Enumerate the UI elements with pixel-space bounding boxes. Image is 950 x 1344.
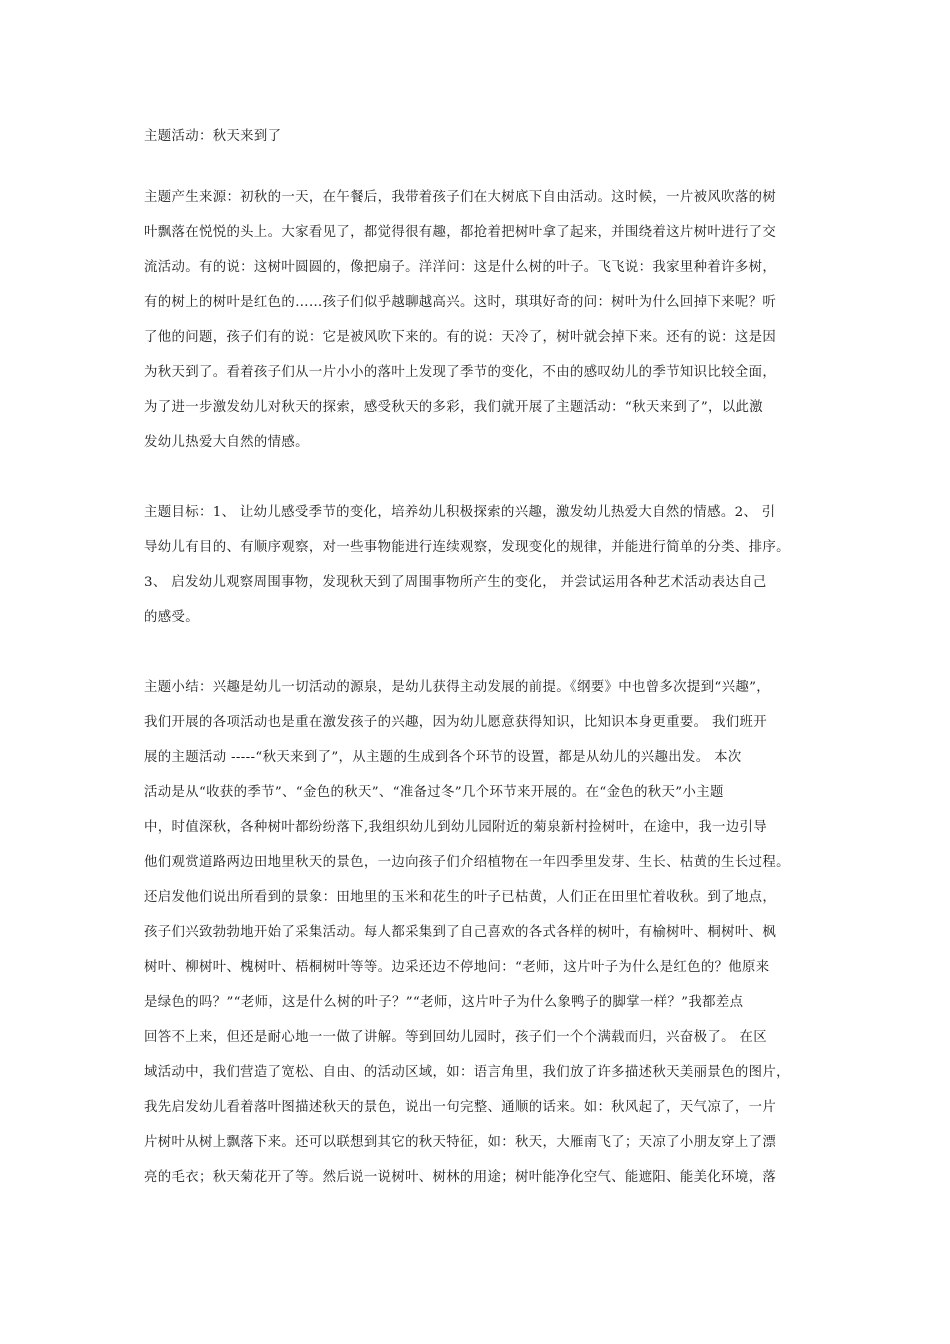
paragraph-line: 3、 启发幼儿观察周围事物，发现秋天到了周围事物所产生的变化， 并尝试运用各种艺术活动表达自己 — [144, 575, 767, 590]
paragraph-line: 回答不上来，但还是耐心地一一做了讲解。等到回幼儿园时，孩子们一个个满载而归，兴奋极了。 在区 — [144, 1030, 767, 1045]
paragraph-line: 流活动。有的说：这树叶圆圆的，像把扇子。洋洋问：这是什么树的叶子。飞飞说：我家里种着许多树， — [144, 260, 777, 275]
paragraph-line: 主题小结：兴趣是幼儿一切活动的源泉，是幼儿获得主动发展的前提。《纲要》中也曾多次提到“兴趣”， — [144, 680, 771, 695]
paragraph-line: 活动是从“收获的季节”、“金色的秋天”、“准备过冬”几个环节来开展的。在“金色的秋天”小主题 — [144, 785, 724, 800]
paragraph-line: 发幼儿热爱大自然的情感。 — [144, 435, 309, 450]
paragraph-line: 我先启发幼儿看着落叶图描述秋天的景色，说出一句完整、通顺的话来。如：秋风起了，天气凉了，一片 — [144, 1100, 777, 1115]
paragraph-line: 他们观赏道路两边田地里秋天的景色，一边向孩子们介绍植物在一年四季里发芽、生长、枯黄的生长过程。 — [144, 855, 790, 870]
paragraph-line: 主题产生来源：初秋的一天，在午餐后，我带着孩子们在大树底下自由活动。这时候，一片被风吹落的树 — [144, 190, 777, 205]
paragraph-line: 还启发他们说出所看到的景象：田地里的玉米和花生的叶子已枯黄，人们正在田里忙着收秋。到了地点， — [144, 890, 777, 905]
paragraph-line: 我们开展的各项活动也是重在激发孩子的兴趣，因为幼儿愿意获得知识，比知识本身更重要。 我们班开 — [144, 715, 767, 730]
paragraph-line: 孩子们兴致勃勃地开始了采集活动。每人都采集到了自己喜欢的各式各样的树叶，有榆树叶、桐树叶、枫 — [144, 925, 777, 940]
paragraph-line: 中，时值深秋，各种树叶都纷纷落下,我组织幼儿到幼儿园附近的菊泉新村捡树叶，在途中，我一边引导 — [144, 820, 767, 835]
paragraph-line: 是绿色的吗？”“老师，这是什么树的叶子？”“老师，这片叶子为什么象鸭子的脚掌一样？”我都差点 — [144, 995, 744, 1010]
paragraph-line: 展的主题活动 -----“秋天来到了”，从主题的生成到各个环节的设置，都是从幼儿的兴趣出发。 本次 — [144, 750, 742, 765]
paragraph-line: 的感受。 — [144, 610, 199, 625]
paragraph-line: 树叶、柳树叶、槐树叶、梧桐树叶等等。边采还边不停地问：“老师，这片叶子为什么是红色的？他原来 — [144, 960, 770, 975]
paragraph-line: 亮的毛衣；秋天菊花开了等。然后说一说树叶、树林的用途；树叶能净化空气、能遮阳、能美化环境，落 — [144, 1170, 777, 1185]
paragraph-line: 片树叶从树上飘落下来。还可以联想到其它的秋天特征，如：秋天，大雁南飞了；天凉了小朋友穿上了漂 — [144, 1135, 777, 1150]
paragraph-line: 导幼儿有目的、有顺序观察，对一些事物能进行连续观察，发现变化的规律，并能进行简单的分类、排序。 — [144, 540, 790, 555]
paragraph-line: 为秋天到了。看着孩子们从一片小小的落叶上发现了季节的变化，不由的感叹幼儿的季节知识比较全面， — [144, 365, 777, 380]
paragraph-line: 主题目标：1、 让幼儿感受季节的变化，培养幼儿积极探索的兴趣，激发幼儿热爱大自然的情感。2、 引 — [144, 505, 776, 520]
document-title: 主题活动：秋天来到了 — [144, 129, 282, 144]
paragraph-line: 域活动中，我们营造了宽松、自由、的活动区域，如：语言角里，我们放了许多描述秋天美丽景色的图片， — [144, 1065, 790, 1080]
paragraph-line: 有的树上的树叶是红色的……孩子们似乎越聊越高兴。这时，琪琪好奇的问：树叶为什么回掉下来呢？听 — [144, 295, 777, 310]
paragraph-line: 了他的问题，孩子们有的说：它是被风吹下来的。有的说：天冷了，树叶就会掉下来。还有的说：这是因 — [144, 330, 777, 345]
paragraph-line: 为了进一步激发幼儿对秋天的探索，感受秋天的多彩，我们就开展了主题活动：“秋天来到了”，以此激 — [144, 400, 763, 415]
paragraph-line: 叶飘落在悦悦的头上。大家看见了，都觉得很有趣，都抢着把树叶拿了起来，并围绕着这片树叶进行了交 — [144, 225, 777, 240]
